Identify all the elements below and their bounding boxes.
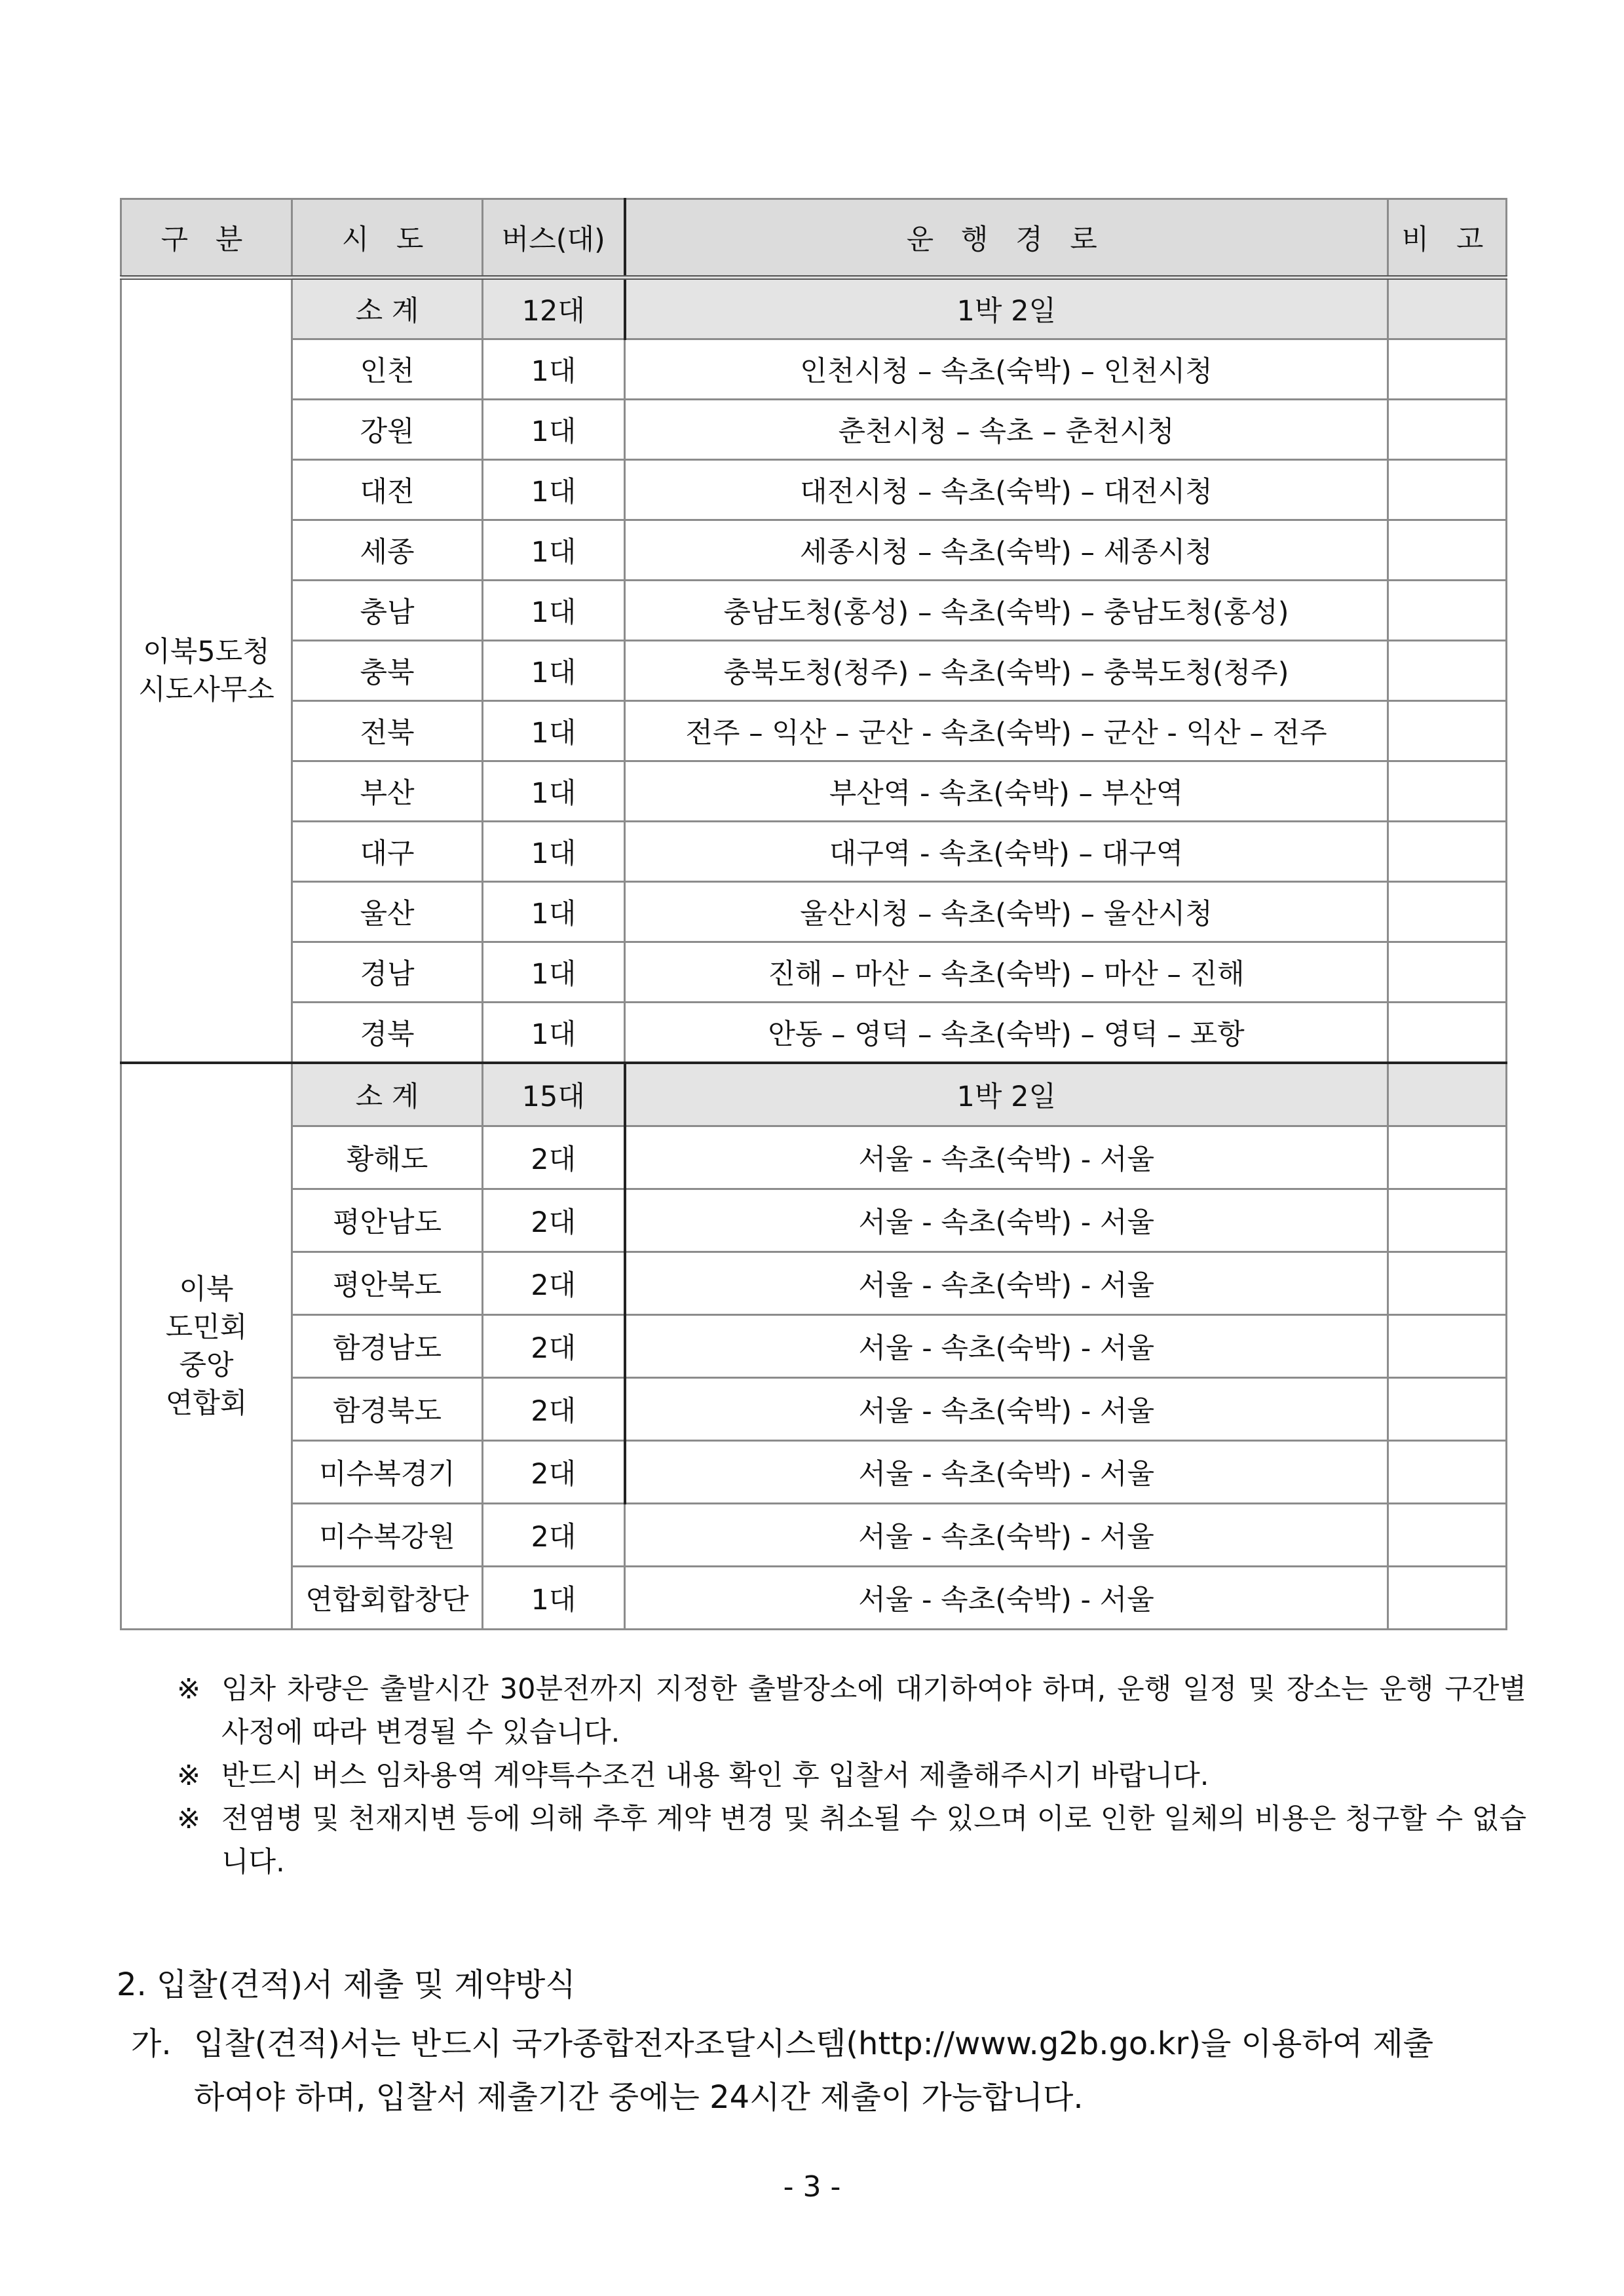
route-cell: 서울 - 속초(숙박) - 서울 — [625, 1126, 1388, 1189]
route-cell: 세종시청 – 속초(숙박) – 세종시청 — [625, 520, 1388, 581]
route-cell: 전주 – 익산 – 군산 - 속초(숙박) – 군산 - 익산 – 전주 — [625, 701, 1388, 761]
bus-count-cell: 2대 — [483, 1126, 625, 1189]
table-row — [121, 400, 1507, 460]
note-mark: ※ — [177, 1759, 201, 1792]
note-cell — [1388, 822, 1507, 882]
bus-count-cell: 2대 — [483, 1441, 625, 1504]
note-mark: ※ — [177, 1673, 201, 1706]
header-note: 비 고 — [1388, 199, 1507, 278]
item-line-1: 입찰(견적)서는 반드시 국가종합전자조달시스템(http://www.g2b.go.kr)을 이용하여 제출 — [194, 2025, 1434, 2062]
bus-route-table — [120, 198, 1507, 1630]
bus-count-cell: 2대 — [483, 1315, 625, 1378]
group-name-line: 이북5도청 — [143, 635, 270, 668]
subtotal-bus: 12대 — [483, 278, 625, 339]
note-text: 임차 차량은 출발시간 30분전까지 지정한 출발장소에 대기하여야 하며, 운행 일정 및 장소는 운행 구간별 사정에 따라 변경될 수 있습니다. — [221, 1673, 1526, 1749]
section-title: 2. 입찰(견적)서 제출 및 계약방식 — [117, 1966, 576, 2003]
group-federation — [121, 1063, 1507, 1630]
bus-count-cell: 1대 — [483, 339, 625, 400]
region-cell: 울산 — [292, 882, 483, 942]
note-cell — [1388, 1189, 1507, 1252]
subtotal-row — [121, 278, 1507, 339]
table-row — [121, 520, 1507, 581]
table-row — [121, 1567, 1507, 1630]
group-name-line: 연합회 — [165, 1387, 248, 1420]
bus-count-cell: 1대 — [483, 822, 625, 882]
region-cell: 인천 — [292, 339, 483, 400]
region-cell: 황해도 — [292, 1126, 483, 1189]
region-cell: 미수복강원 — [292, 1504, 483, 1567]
table-row — [121, 761, 1507, 822]
route-cell: 서울 - 속초(숙박) - 서울 — [625, 1504, 1388, 1567]
note-cell — [1388, 701, 1507, 761]
table-row — [121, 822, 1507, 882]
subtotal-note — [1388, 1063, 1507, 1126]
bus-count-cell: 2대 — [483, 1378, 625, 1441]
bus-count-cell: 1대 — [483, 701, 625, 761]
region-cell: 대전 — [292, 460, 483, 520]
region-cell: 경북 — [292, 1003, 483, 1063]
region-cell: 충북 — [292, 641, 483, 701]
region-cell: 경남 — [292, 942, 483, 1003]
table-row — [121, 460, 1507, 520]
bus-count-cell: 1대 — [483, 761, 625, 822]
subtotal-label: 소 계 — [292, 1063, 483, 1126]
table-row — [121, 641, 1507, 701]
subtotal-label: 소 계 — [292, 278, 483, 339]
note-cell — [1388, 641, 1507, 701]
bus-count-cell: 1대 — [483, 942, 625, 1003]
region-cell: 강원 — [292, 400, 483, 460]
group-name-cell — [121, 278, 292, 1063]
route-cell: 춘천시청 – 속초 – 춘천시청 — [625, 400, 1388, 460]
table-row — [121, 1378, 1507, 1441]
table-header-row — [121, 199, 1507, 278]
region-cell: 대구 — [292, 822, 483, 882]
region-cell: 미수복경기 — [292, 1441, 483, 1504]
subtotal-row — [121, 1063, 1507, 1126]
group-name-line: 이북 — [179, 1272, 234, 1306]
item-line-2: 하여야 하며, 입찰서 제출기간 중에는 24시간 제출이 가능합니다. — [194, 2079, 1084, 2116]
table-row — [121, 1504, 1507, 1567]
region-cell: 전북 — [292, 701, 483, 761]
note-item — [177, 1754, 1526, 1797]
bus-count-cell: 1대 — [483, 400, 625, 460]
note-cell — [1388, 1252, 1507, 1315]
header-category: 구 분 — [121, 199, 292, 278]
header-route: 운 행 경 로 — [625, 199, 1388, 278]
note-cell — [1388, 1441, 1507, 1504]
region-cell: 부산 — [292, 761, 483, 822]
note-cell — [1388, 761, 1507, 822]
route-cell: 충남도청(홍성) – 속초(숙박) – 충남도청(홍성) — [625, 581, 1388, 641]
bus-count-cell: 1대 — [483, 882, 625, 942]
note-item — [177, 1797, 1526, 1884]
note-cell — [1388, 400, 1507, 460]
table-row — [121, 1003, 1507, 1063]
note-cell — [1388, 1003, 1507, 1063]
route-cell: 대구역 - 속초(숙박) – 대구역 — [625, 822, 1388, 882]
group-name-line: 중앙 — [179, 1349, 234, 1382]
note-cell — [1388, 460, 1507, 520]
bus-count-cell: 1대 — [483, 1567, 625, 1630]
page-number: - 3 - — [783, 2170, 841, 2204]
table-row — [121, 1441, 1507, 1504]
bus-count-cell: 2대 — [483, 1189, 625, 1252]
route-cell: 안동 – 영덕 – 속초(숙박) – 영덕 – 포항 — [625, 1003, 1388, 1063]
subtotal-note — [1388, 278, 1507, 339]
route-cell: 진해 – 마산 – 속초(숙박) – 마산 – 진해 — [625, 942, 1388, 1003]
note-item — [177, 1668, 1526, 1754]
group-name-line: 시도사무소 — [138, 673, 274, 706]
note-cell — [1388, 339, 1507, 400]
group-provincial-offices — [121, 278, 1507, 1063]
table-row — [121, 1126, 1507, 1189]
table-row — [121, 942, 1507, 1003]
route-cell: 인천시청 – 속초(숙박) – 인천시청 — [625, 339, 1388, 400]
route-cell: 부산역 - 속초(숙박) – 부산역 — [625, 761, 1388, 822]
table-row — [121, 339, 1507, 400]
region-cell: 평안북도 — [292, 1252, 483, 1315]
route-cell: 울산시청 – 속초(숙박) – 울산시청 — [625, 882, 1388, 942]
notes-section — [177, 1668, 1526, 1884]
subtotal-bus: 15대 — [483, 1063, 625, 1126]
note-cell — [1388, 1504, 1507, 1567]
section-paragraph — [131, 2017, 1507, 2124]
route-cell: 서울 - 속초(숙박) - 서울 — [625, 1315, 1388, 1378]
table-row — [121, 701, 1507, 761]
note-mark: ※ — [177, 1803, 201, 1835]
note-cell — [1388, 1126, 1507, 1189]
table-row — [121, 1189, 1507, 1252]
header-bus: 버스(대) — [483, 199, 625, 278]
bus-count-cell: 1대 — [483, 520, 625, 581]
note-cell — [1388, 581, 1507, 641]
note-text: 전염병 및 천재지변 등에 의해 추후 계약 변경 및 취소될 수 있으며 이로 인한 일체의 비용은 청구할 수 없습니다. — [221, 1803, 1526, 1879]
item-label: 가. — [131, 2025, 172, 2062]
bus-count-cell: 1대 — [483, 460, 625, 520]
bus-count-cell: 1대 — [483, 581, 625, 641]
table-row — [121, 1315, 1507, 1378]
header-region: 시 도 — [292, 199, 483, 278]
region-cell: 평안남도 — [292, 1189, 483, 1252]
group-name-cell — [121, 1063, 292, 1630]
table-row — [121, 882, 1507, 942]
bus-count-cell: 1대 — [483, 1003, 625, 1063]
region-cell: 함경북도 — [292, 1378, 483, 1441]
route-cell: 서울 - 속초(숙박) - 서울 — [625, 1441, 1388, 1504]
route-cell: 서울 - 속초(숙박) - 서울 — [625, 1567, 1388, 1630]
bus-count-cell: 2대 — [483, 1504, 625, 1567]
route-cell: 충북도청(청주) – 속초(숙박) – 충북도청(청주) — [625, 641, 1388, 701]
note-cell — [1388, 1315, 1507, 1378]
subtotal-route: 1박 2일 — [625, 1063, 1388, 1126]
bus-count-cell: 2대 — [483, 1252, 625, 1315]
region-cell: 연합회합창단 — [292, 1567, 483, 1630]
region-cell: 충남 — [292, 581, 483, 641]
note-cell — [1388, 942, 1507, 1003]
group-name-line: 도민회 — [165, 1311, 248, 1344]
note-text: 반드시 버스 임차용역 계약특수조건 내용 확인 후 입찰서 제출해주시기 바랍니다. — [221, 1759, 1209, 1792]
route-cell: 서울 - 속초(숙박) - 서울 — [625, 1189, 1388, 1252]
route-cell: 대전시청 – 속초(숙박) – 대전시청 — [625, 460, 1388, 520]
region-cell: 함경남도 — [292, 1315, 483, 1378]
note-cell — [1388, 1378, 1507, 1441]
note-cell — [1388, 520, 1507, 581]
note-cell — [1388, 882, 1507, 942]
bus-count-cell: 1대 — [483, 641, 625, 701]
region-cell: 세종 — [292, 520, 483, 581]
table-row — [121, 1252, 1507, 1315]
note-cell — [1388, 1567, 1507, 1630]
table-row — [121, 581, 1507, 641]
route-cell: 서울 - 속초(숙박) - 서울 — [625, 1378, 1388, 1441]
subtotal-route: 1박 2일 — [625, 278, 1388, 339]
route-cell: 서울 - 속초(숙박) - 서울 — [625, 1252, 1388, 1315]
